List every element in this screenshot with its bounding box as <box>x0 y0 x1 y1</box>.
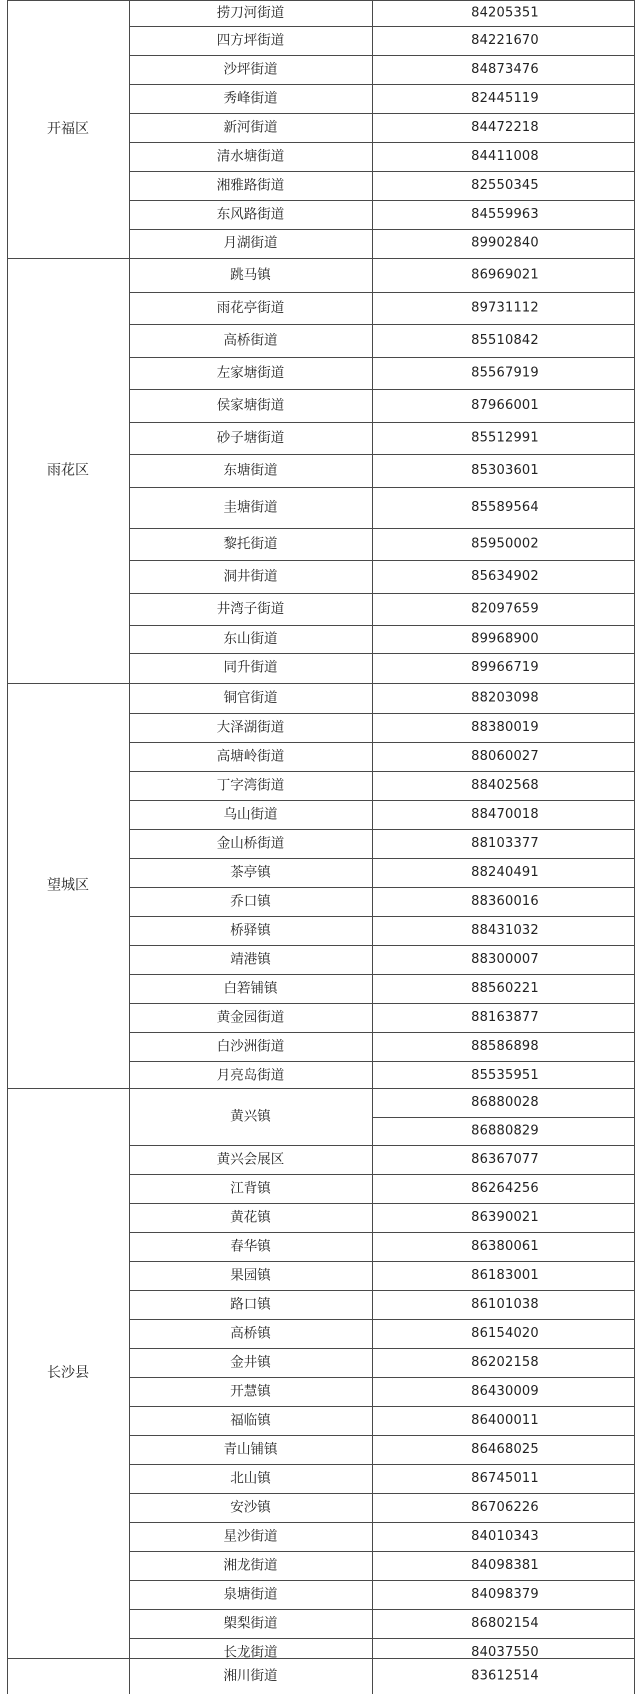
street-name: 湘龙街道 <box>223 1557 278 1574</box>
street-name: 北山镇 <box>230 1470 271 1487</box>
phone-number: 89902840 <box>471 235 539 251</box>
phone-number: 89966719 <box>471 660 539 675</box>
phone-number: 88560221 <box>471 981 539 996</box>
phone-number: 82550345 <box>471 178 539 193</box>
phone-number: 88103377 <box>471 836 539 851</box>
street-name: 圭塘街道 <box>223 499 278 516</box>
phone-number: 85303601 <box>471 463 539 478</box>
phone-number: 86154020 <box>471 1326 539 1341</box>
street-name: 乌山街道 <box>223 806 278 823</box>
street-name: 井湾子街道 <box>216 601 285 617</box>
phone-number: 82445119 <box>471 91 539 106</box>
street-name: 路口镇 <box>230 1296 271 1313</box>
street-name: 四方坪街道 <box>216 32 285 49</box>
street-name: 大泽湖街道 <box>216 719 285 736</box>
street-name: 安沙镇 <box>230 1499 271 1516</box>
street-name: 㮾梨街道 <box>223 1615 278 1632</box>
street-name: 湘雅路街道 <box>216 177 285 194</box>
phone-number: 86101038 <box>471 1297 539 1312</box>
street-name: 黄花镇 <box>230 1209 271 1226</box>
phone-number: 85634902 <box>471 569 539 584</box>
phone-number: 86264256 <box>471 1181 539 1196</box>
phone-number: 88300007 <box>471 952 539 967</box>
phone-number: 86880829 <box>471 1123 539 1139</box>
street-name: 果园镇 <box>230 1267 271 1284</box>
phone-number: 88240491 <box>471 865 539 880</box>
phone-number: 88163877 <box>471 1010 539 1025</box>
street-name: 青山铺镇 <box>223 1441 278 1458</box>
phone-number: 86367077 <box>471 1152 539 1167</box>
phone-number: 86468025 <box>471 1442 539 1457</box>
street-name: 泉塘街道 <box>223 1586 278 1603</box>
street-name: 同升街道 <box>223 659 278 676</box>
street-name: 月湖街道 <box>223 235 278 251</box>
phone-number: 85535951 <box>471 1068 539 1083</box>
phone-number: 85510842 <box>471 333 539 348</box>
phone-number: 84010343 <box>471 1529 539 1544</box>
district-name: 长沙县 <box>47 1365 89 1381</box>
phone-number: 89968900 <box>471 631 539 647</box>
phone-number: 84559963 <box>471 207 539 222</box>
phone-number: 85589564 <box>471 500 539 515</box>
phone-number: 85950002 <box>471 536 539 552</box>
phone-number: 85567919 <box>471 365 539 381</box>
phone-number: 84472218 <box>471 120 539 135</box>
phone-number: 87966001 <box>471 398 539 413</box>
street-name: 洞井街道 <box>223 568 278 585</box>
street-name: 茶亭镇 <box>230 864 271 881</box>
phone-number: 86202158 <box>471 1355 539 1370</box>
phone-number: 88380019 <box>471 720 539 735</box>
street-name: 东塘街道 <box>223 462 278 479</box>
phone-number: 86745011 <box>471 1471 539 1486</box>
street-name: 长龙街道 <box>223 1644 278 1661</box>
phone-number: 84221670 <box>471 33 539 48</box>
phone-number: 84873476 <box>471 62 539 77</box>
phone-number: 84098381 <box>471 1558 539 1573</box>
district-name: 望城区 <box>47 877 89 894</box>
street-name: 黎托街道 <box>223 536 278 552</box>
street-name: 乔口镇 <box>230 893 271 910</box>
phone-number: 88470018 <box>471 807 539 822</box>
street-name: 白沙洲街道 <box>216 1038 285 1055</box>
district-name: 开福区 <box>47 121 89 137</box>
street-name: 靖港镇 <box>230 951 271 968</box>
street-name: 砂子塘街道 <box>216 430 285 446</box>
street-name: 白箬铺镇 <box>223 980 278 997</box>
street-name: 沙坪街道 <box>223 61 278 78</box>
phone-number: 86969021 <box>471 267 539 283</box>
phone-number: 84037550 <box>471 1645 539 1660</box>
street-name: 金井镇 <box>230 1354 271 1371</box>
street-name: 春华镇 <box>230 1238 271 1255</box>
phone-number: 86430009 <box>471 1384 539 1399</box>
street-name: 月亮岛街道 <box>216 1067 285 1084</box>
phone-number: 84205351 <box>471 5 539 21</box>
phone-number: 88360016 <box>471 894 539 909</box>
street-name: 高桥街道 <box>223 332 278 349</box>
phone-number: 86183001 <box>471 1268 539 1283</box>
street-name: 东山街道 <box>223 631 278 647</box>
street-name: 高塘岭街道 <box>216 748 285 765</box>
street-name: 铜官街道 <box>223 690 278 706</box>
street-name: 金山桥街道 <box>216 835 285 852</box>
street-name: 福临镇 <box>230 1412 271 1429</box>
phone-number: 88586898 <box>471 1039 539 1054</box>
phone-number: 85512991 <box>471 430 539 446</box>
street-name: 丁字湾街道 <box>216 777 285 794</box>
street-name: 秀峰街道 <box>223 90 278 107</box>
street-name: 侯家塘街道 <box>216 397 285 414</box>
phone-number: 86380061 <box>471 1239 539 1254</box>
street-name: 捞刀河街道 <box>216 5 285 21</box>
phone-number: 88431032 <box>471 923 539 938</box>
street-name: 星沙街道 <box>223 1528 278 1545</box>
phone-number: 86802154 <box>471 1616 539 1631</box>
phone-number: 82097659 <box>471 601 539 617</box>
street-name: 高桥镇 <box>230 1325 271 1342</box>
phone-number: 88060027 <box>471 749 539 764</box>
street-name: 黄兴会展区 <box>216 1151 285 1168</box>
phone-number: 86390021 <box>471 1210 539 1225</box>
phone-number: 86400011 <box>471 1413 539 1428</box>
street-name: 跳马镇 <box>230 267 271 283</box>
street-name: 湘川街道 <box>223 1668 278 1684</box>
street-name: 江背镇 <box>230 1180 271 1197</box>
district-name: 雨花区 <box>47 462 89 479</box>
street-name: 新河街道 <box>223 119 278 136</box>
phone-number: 84098379 <box>471 1587 539 1602</box>
phone-number: 84411008 <box>471 149 539 164</box>
phone-number: 89731112 <box>471 300 539 316</box>
phone-number: 83612514 <box>471 1668 539 1684</box>
street-name: 左家塘街道 <box>216 365 285 381</box>
phone-number: 88203098 <box>471 690 539 706</box>
phone-number: 86880028 <box>471 1094 539 1110</box>
phone-number: 86706226 <box>471 1500 539 1515</box>
street-name: 雨花亭街道 <box>216 300 285 316</box>
street-name: 清水塘街道 <box>216 148 285 165</box>
street-name: 黄金园街道 <box>216 1009 285 1026</box>
street-name: 东风路街道 <box>216 206 285 223</box>
street-name: 黄兴镇 <box>230 1108 271 1125</box>
street-name: 桥驿镇 <box>230 922 271 939</box>
phone-number: 88402568 <box>471 778 539 793</box>
street-name: 开慧镇 <box>230 1383 271 1400</box>
